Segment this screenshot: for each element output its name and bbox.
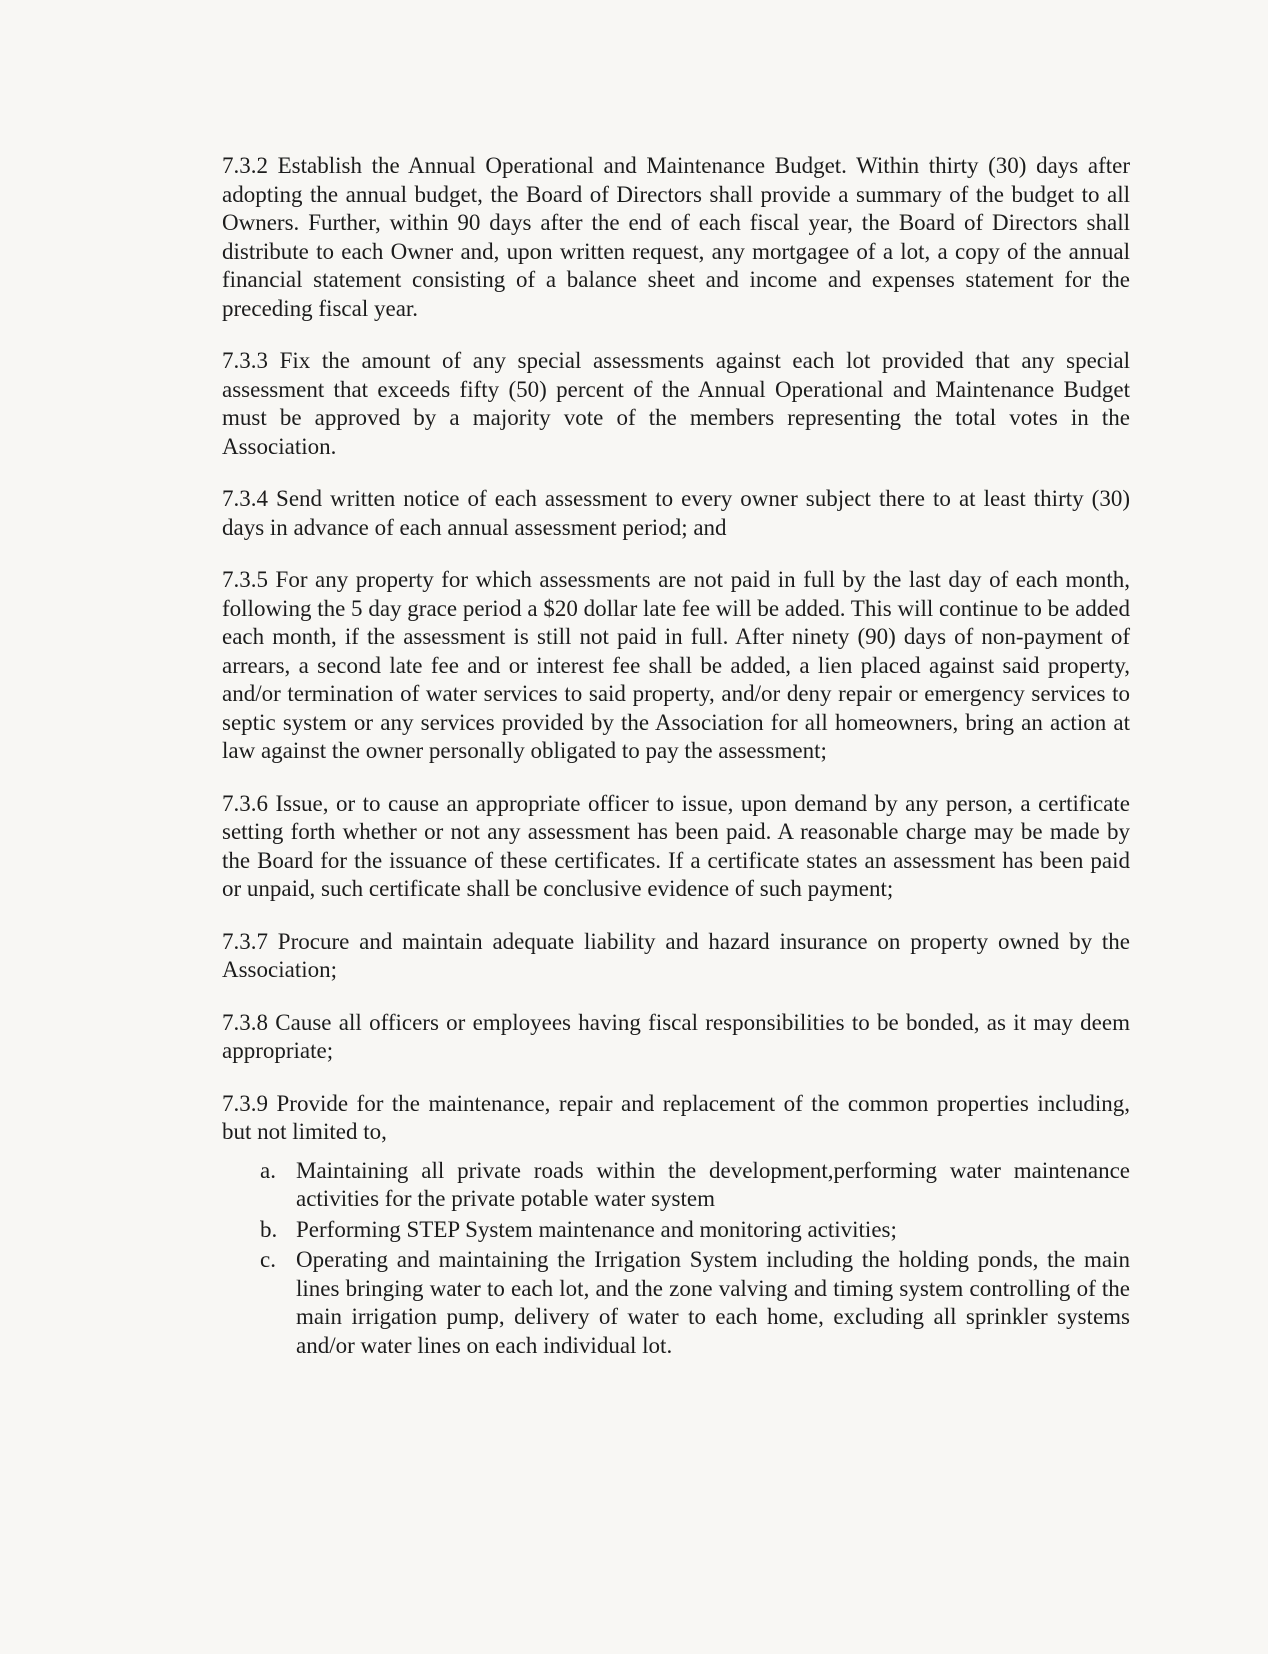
list-marker: c. (260, 1247, 276, 1272)
paragraph-7-3-3: 7.3.3 Fix the amount of any special assessments against each lot provided that any special assessment that exceeds fifty (50) percent of the Annual Operational and Maintenance Budget must be approved by a majority vote of the members representing the total votes in the Association. (222, 348, 1130, 459)
list-marker: b. (260, 1216, 278, 1242)
paragraph-7-3-8: 7.3.8 Cause all officers or employees having fiscal responsibilities to be bonded, as it may deem appropriate; (222, 1009, 1130, 1063)
paragraph-7-3-2: 7.3.2 Establish the Annual Operational and Maintenance Budget. Within thirty (30) days after adopting the annual budget, the Board of Directors shall provide a summary of the budget to all Owners. Further, within 90 days after the end of each fiscal year, the Board of Directors shall distribute to each Owner and, upon written request, any mortgagee of a lot, a copy of the annual financial statement consisting of a balance sheet and income and expenses statement for the preceding fiscal year. (222, 153, 1130, 321)
list-item-text: Performing STEP System maintenance and monitoring activities; (296, 1216, 897, 1242)
list-item-text: Maintaining all private roads within the development,performing water maintenance activities for the private potable water system (296, 1157, 1130, 1211)
paragraph-7-3-5: 7.3.5 For any property for which assessments are not paid in full by the last day of each month, following the 5 day grace period a $20 dollar late fee will be added. This will continue to be added each month, if the assessment is still not paid in full. After ninety (90) days of non-payment of arrears, a second late fee and or interest fee shall be added, a lien placed against said property, and/or termination of water services to said property, and/or deny repair or emergency services to septic system or any services provided by the Association for all homeowners, bring an action at law against the owner personally obligated to pay the assessment; (222, 567, 1130, 763)
maintenance-list (222, 1157, 1130, 1361)
list-item (260, 1157, 1130, 1214)
paragraph-7-3-6: 7.3.6 Issue, or to cause an appropriate officer to issue, upon demand by any person, a certificate setting forth whether or not any assessment has been paid. A reasonable charge may be made by the Board for the issuance of these certificates. If a certificate states an assessment has been paid or unpaid, such certificate shall be conclusive evidence of such payment; (222, 790, 1130, 901)
paragraph-7-3-4: 7.3.4 Send written notice of each assessment to every owner subject there to at least thirty (30) days in advance of each annual assessment period; and (222, 486, 1130, 540)
list-item (260, 1216, 1130, 1245)
paragraph-7-3-7: 7.3.7 Procure and maintain adequate liability and hazard insurance on property owned by the Association; (222, 928, 1130, 982)
paragraph-7-3-9: 7.3.9 Provide for the maintenance, repair and replacement of the common properties including, but not limited to, (222, 1090, 1130, 1144)
document-body (222, 152, 1130, 1362)
list-marker: a. (260, 1157, 276, 1183)
list-item-text: Operating and maintaining the Irrigation System including the holding ponds, the main lines bringing water to each lot, and the zone valving and timing system controlling of the main irrigation pump, delivery of water to each home, excluding all sprinkler systems and/or water lines on each individual lot. (296, 1247, 1130, 1358)
list-item (260, 1246, 1130, 1360)
